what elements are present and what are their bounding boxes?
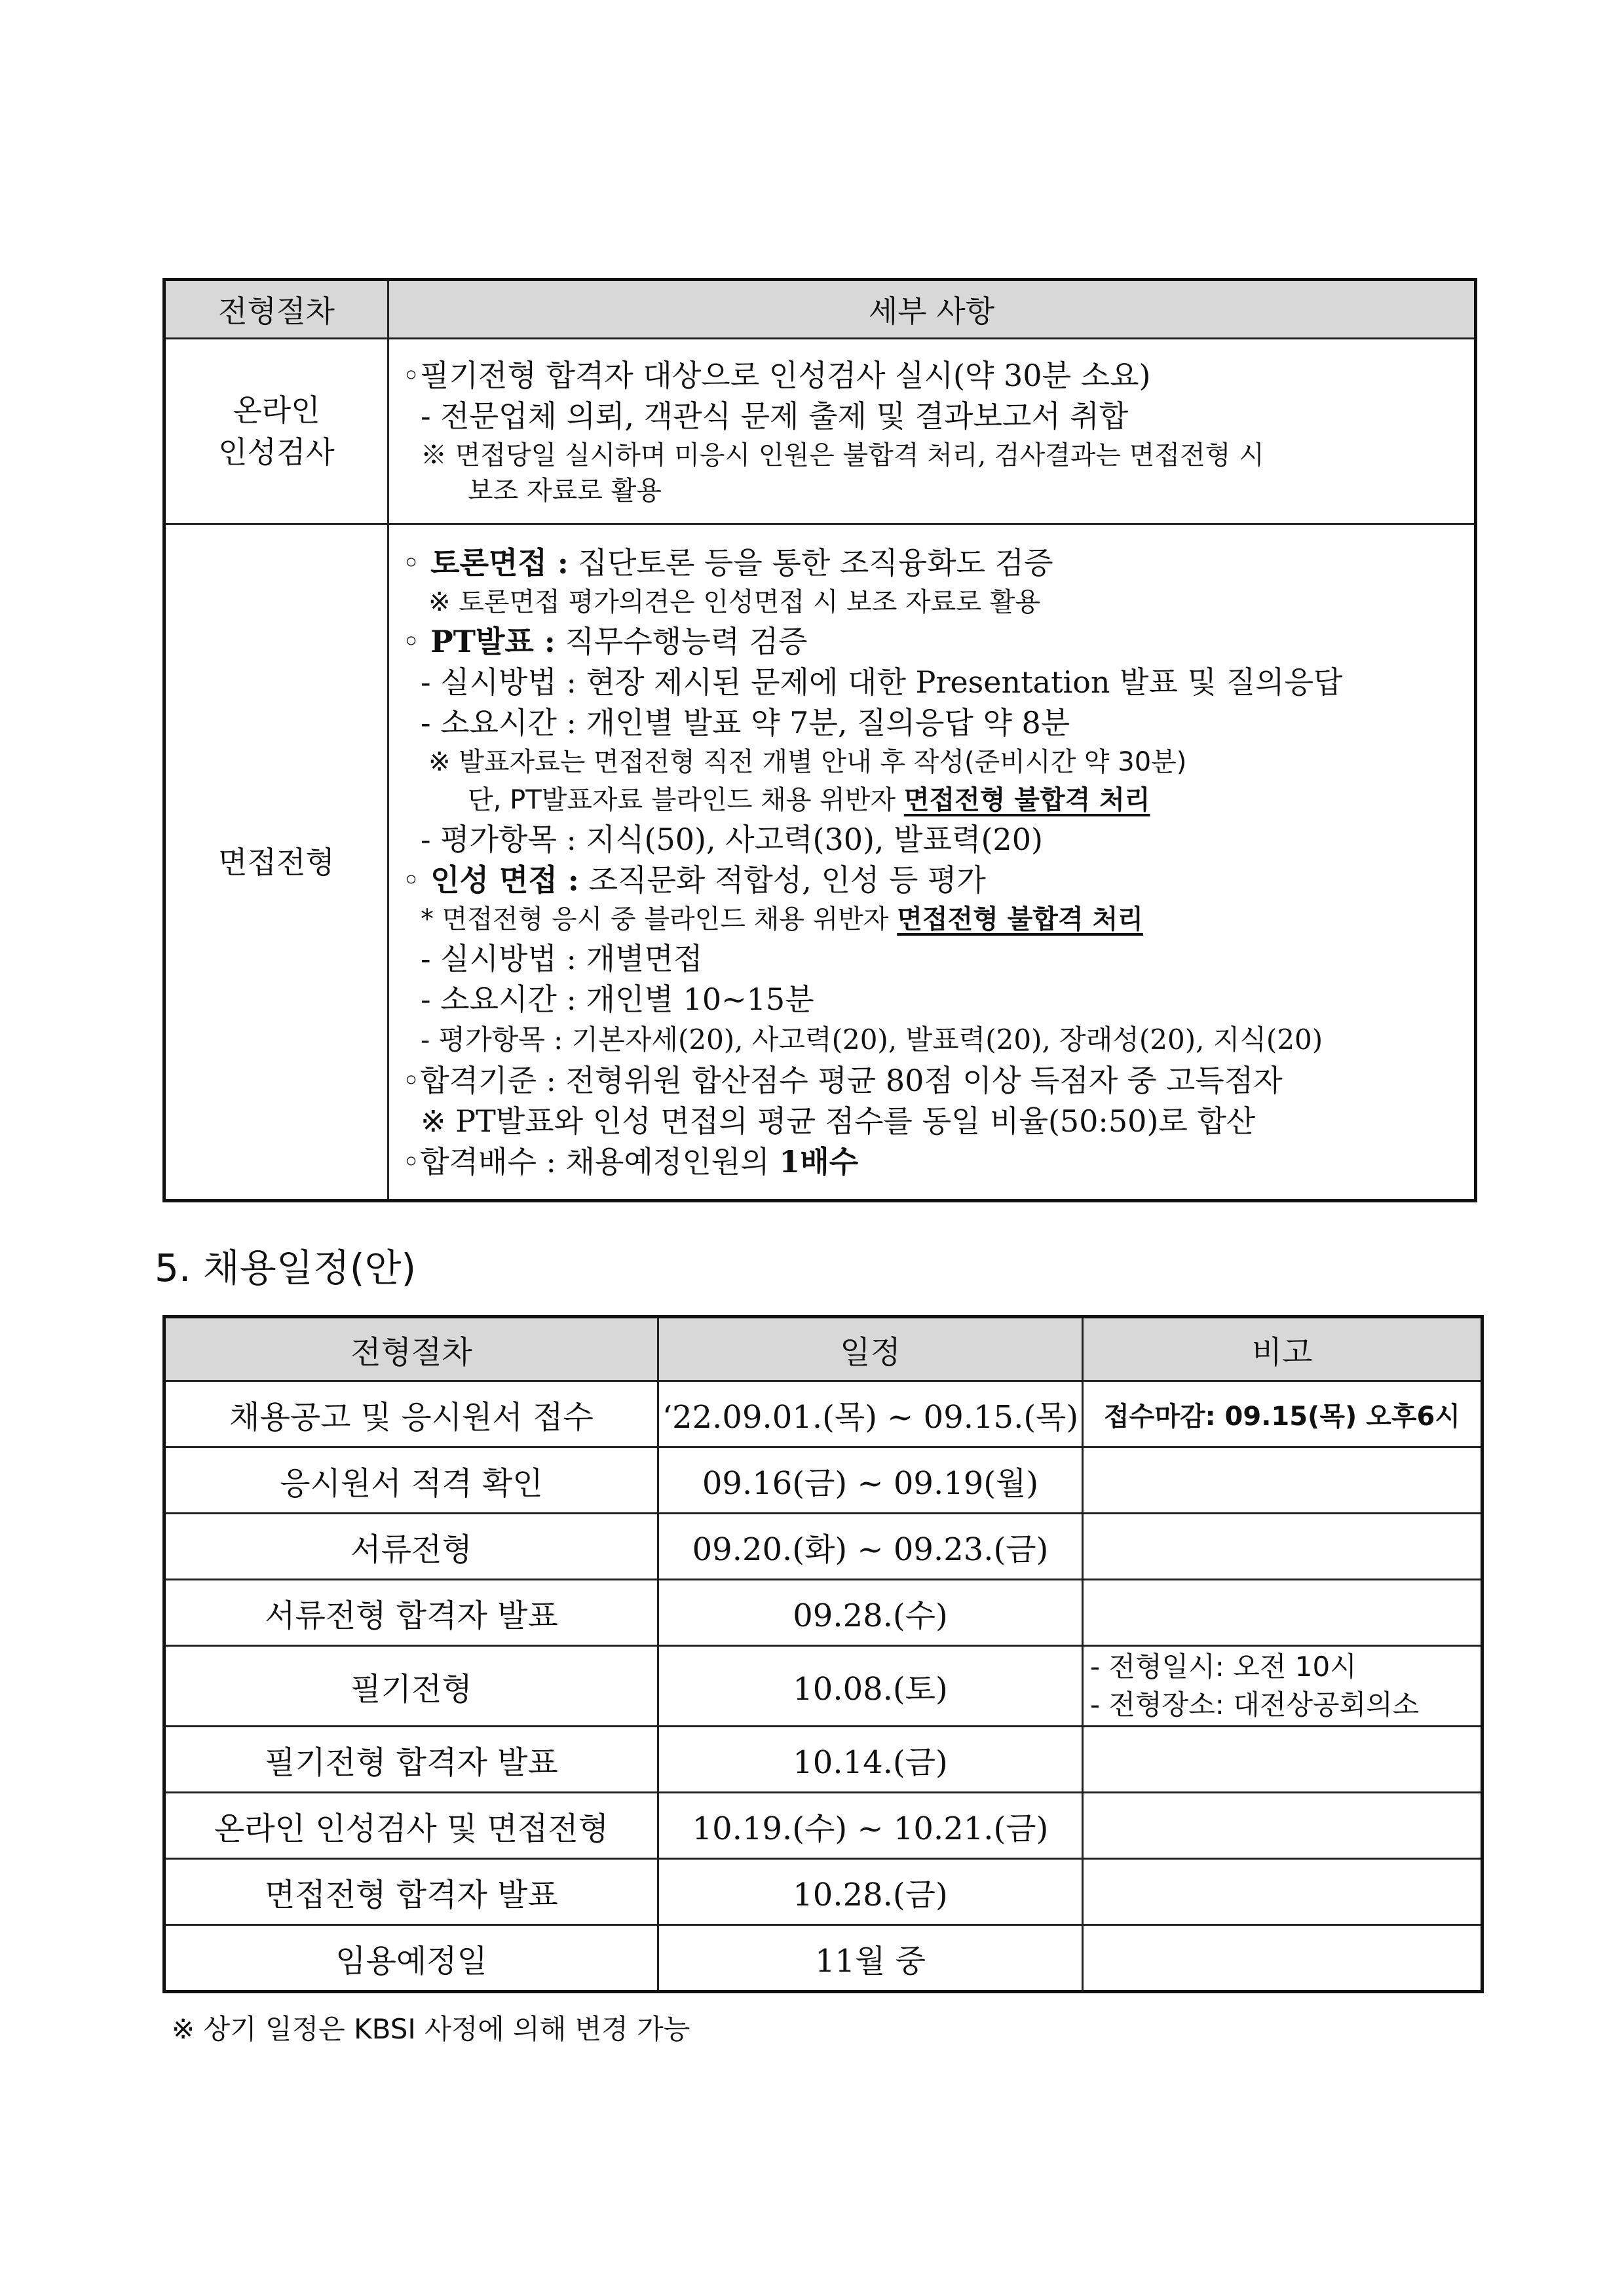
table-row [164, 1381, 1482, 1447]
schedule-cell: 11월 중 [658, 1925, 1083, 1992]
header-procedure: 전형절차 [164, 1317, 658, 1381]
detail-line: - 평가항목 : 지식(50), 사고력(30), 발표력(20) [421, 821, 1043, 857]
remarks-cell [1083, 1646, 1482, 1727]
table-row [164, 1447, 1482, 1514]
procedure-cell: 온라인 인성검사 및 면접전형 [164, 1793, 658, 1859]
detail-line: ◦필기전형 합격자 대상으로 인성검사 실시(약 30분 소요) [402, 358, 1151, 393]
detail-line: 단, PT발표자료 블라인드 채용 위반자 면접전형 불합격 처리 [468, 784, 1150, 815]
table-row [164, 1727, 1482, 1793]
details-cell [388, 524, 1476, 1201]
table-row-interview [164, 524, 1476, 1201]
remarks-cell [1083, 1793, 1482, 1859]
remarks-line: - 전형일시: 오전 10시 [1090, 1651, 1357, 1683]
detail-line: ※ 면접당일 실시하며 미응시 인원은 불합격 처리, 검사결과는 면접전형 시 [421, 440, 1264, 470]
procedure-cell: 응시원서 적격 확인 [164, 1447, 658, 1514]
remarks-line: - 전형장소: 대전상공회의소 [1090, 1689, 1420, 1721]
procedure-cell: 채용공고 및 응시원서 접수 [164, 1381, 658, 1447]
detail-line: ◦ PT발표 : 직무수행능력 검증 [402, 623, 808, 659]
schedule-cell: ‘22.09.01.(목) ~ 09.15.(목) [658, 1381, 1083, 1447]
selection-procedure-table [162, 278, 1477, 1202]
procedure-cell: 온라인 인성검사 [164, 339, 388, 524]
remarks-cell [1083, 1447, 1482, 1514]
detail-line: 보조 자료로 활용 [468, 476, 662, 506]
detail-line: ※ 발표자료는 면접전형 직전 개별 안내 후 작성(준비시간 약 30분) [428, 746, 1187, 777]
detail-line: ◦합격기준 : 전형위원 합산점수 평균 80점 이상 득점자 중 고득점자 [402, 1062, 1283, 1098]
section-heading: 5. 채용일정(안) [155, 1246, 417, 1290]
detail-line: ※ PT발표와 인성 면접의 평균 점수를 동일 비율(50:50)로 합산 [421, 1103, 1256, 1139]
remarks-cell [1083, 1925, 1482, 1992]
procedure-cell: 면접전형 [164, 524, 388, 1201]
table-header-row [164, 1317, 1482, 1381]
detail-line: - 실시방법 : 개별면접 [421, 940, 703, 976]
remarks-cell [1083, 1514, 1482, 1580]
detail-line: ※ 토론면접 평가의견은 인성면접 시 보조 자료로 활용 [428, 586, 1040, 617]
schedule-cell: 10.19.(수) ~ 10.21.(금) [658, 1793, 1083, 1859]
table-row [164, 1859, 1482, 1925]
detail-line: - 평가항목 : 기본자세(20), 사고력(20), 발표력(20), 장래성(20), 지식(20) [421, 1023, 1323, 1056]
schedule-cell: 09.28.(수) [658, 1580, 1083, 1646]
procedure-cell: 임용예정일 [164, 1925, 658, 1992]
header-remarks: 비고 [1083, 1317, 1482, 1381]
detail-line: ◦합격배수 : 채용예정인원의 1배수 [402, 1143, 859, 1179]
schedule-cell: 10.14.(금) [658, 1727, 1083, 1793]
table-row-online-test [164, 339, 1476, 524]
header-schedule: 일정 [658, 1317, 1083, 1381]
detail-line: - 소요시간 : 개인별 10~15분 [421, 981, 814, 1017]
footnote: ※ 상기 일정은 KBSI 사정에 의해 변경 가능 [172, 2013, 690, 2045]
procedure-cell: 필기전형 [164, 1646, 658, 1727]
procedure-cell: 필기전형 합격자 발표 [164, 1727, 658, 1793]
detail-line: ◦ 인성 면접 : 조직문화 적합성, 인성 등 평가 [402, 862, 986, 898]
procedure-cell: 서류전형 합격자 발표 [164, 1580, 658, 1646]
recruitment-schedule-table [162, 1315, 1484, 1993]
remarks-cell [1083, 1859, 1482, 1925]
procedure-cell: 서류전형 [164, 1514, 658, 1580]
table-row [164, 1514, 1482, 1580]
schedule-cell: 10.28.(금) [658, 1859, 1083, 1925]
schedule-cell: 09.20.(화) ~ 09.23.(금) [658, 1514, 1083, 1580]
details-cell [388, 339, 1476, 524]
header-details: 세부 사항 [388, 280, 1476, 339]
header-procedure: 전형절차 [164, 280, 388, 339]
table-row [164, 1925, 1482, 1992]
table-row [164, 1580, 1482, 1646]
schedule-cell: 09.16(금) ~ 09.19(월) [658, 1447, 1083, 1514]
remarks-cell: 접수마감: 09.15(목) 오후6시 [1083, 1381, 1482, 1447]
remarks-cell [1083, 1727, 1482, 1793]
detail-line: - 전문업체 의뢰, 객관식 문제 출제 및 결과보고서 취합 [421, 398, 1129, 434]
table-header-row [164, 280, 1476, 339]
detail-line: - 실시방법 : 현장 제시된 문제에 대한 Presentation 발표 및 질의응답 [421, 664, 1343, 700]
detail-line: - 소요시간 : 개인별 발표 약 7분, 질의응답 약 8분 [421, 704, 1070, 740]
remarks-cell [1083, 1580, 1482, 1646]
table-row [164, 1646, 1482, 1727]
detail-line: ◦ 토론면접 : 집단토론 등을 통한 조직융화도 검증 [402, 545, 1053, 581]
procedure-cell: 면접전형 합격자 발표 [164, 1859, 658, 1925]
schedule-cell: 10.08.(토) [658, 1646, 1083, 1727]
table-row [164, 1793, 1482, 1859]
detail-line: * 면접전형 응시 중 블라인드 채용 위반자 면접전형 불합격 처리 [421, 904, 1143, 934]
